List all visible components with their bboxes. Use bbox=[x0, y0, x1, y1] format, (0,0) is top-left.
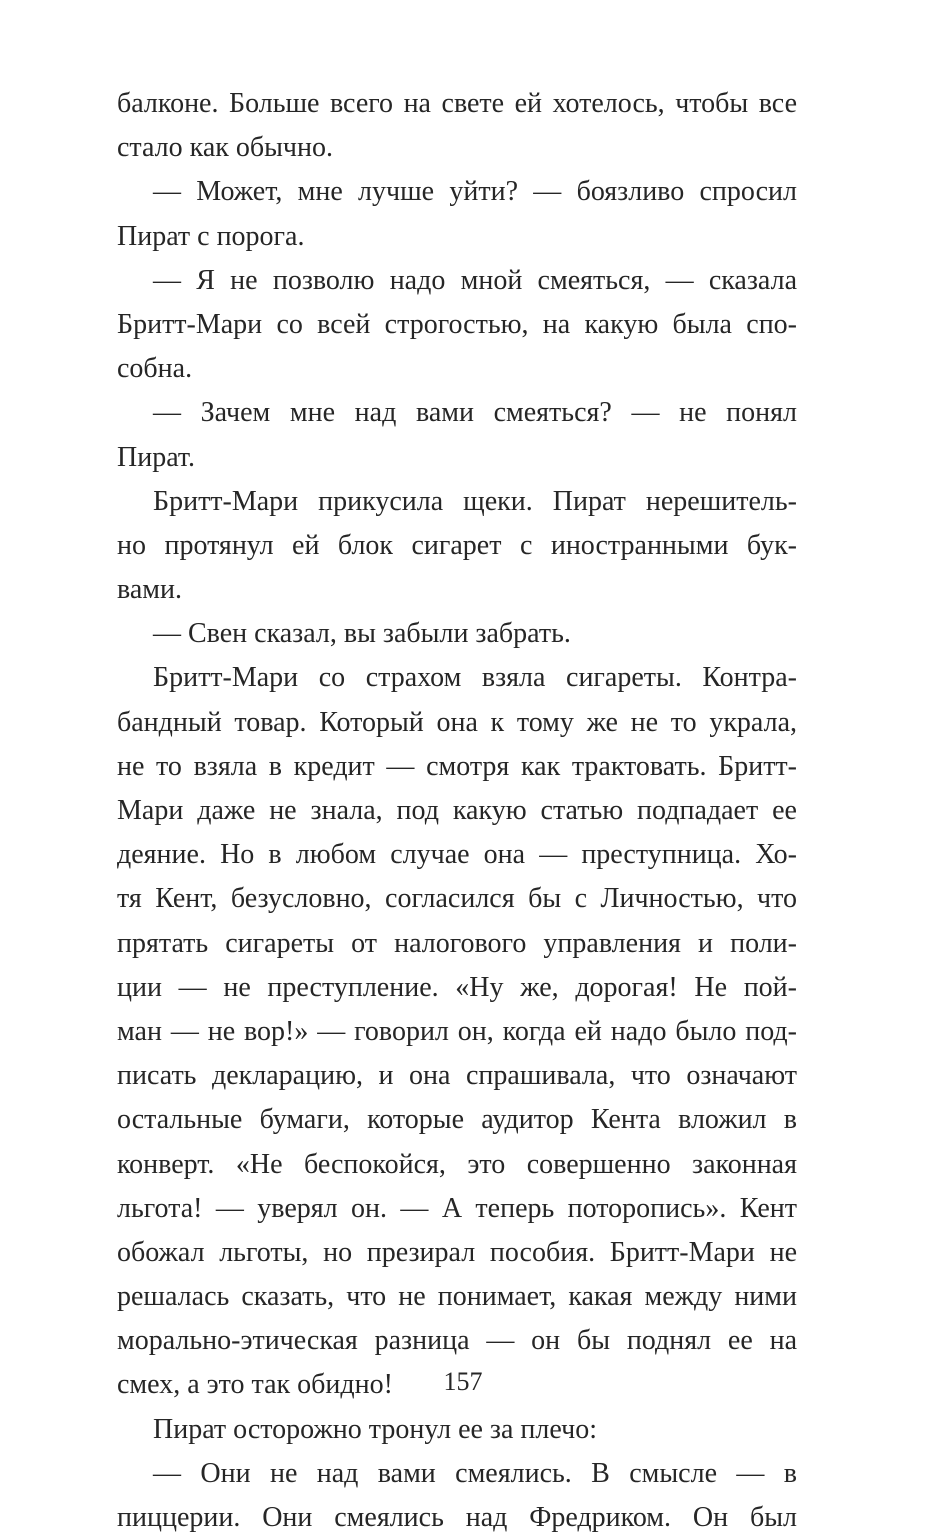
text-line: Пират. bbox=[117, 441, 196, 473]
text-line: Бритт-Мари со всей строгостью, на какую была спо- bbox=[117, 308, 797, 340]
text-line: собна. bbox=[117, 353, 193, 385]
text-line: деяние. Но в любом случае она — преступница. Хо- bbox=[117, 839, 797, 871]
text-line: конверт. «Не беспокойся, это совершенно законная bbox=[117, 1148, 797, 1180]
text-line: — Они не над вами смеялись. В смысле — в bbox=[153, 1457, 797, 1489]
text-line: обожал льготы, но презирал пособия. Бритт-Мари не bbox=[117, 1236, 797, 1268]
text-line: Бритт-Мари со страхом взяла сигареты. Контра- bbox=[153, 662, 797, 694]
text-line: остальные бумаги, которые аудитор Кента вложил в bbox=[117, 1104, 797, 1136]
text-line: но протянул ей блок сигарет с иностранными бук- bbox=[117, 529, 797, 561]
text-line: балконе. Больше всего на свете ей хотелось, чтобы все bbox=[117, 88, 797, 119]
text-line: — Свен сказал, вы забыли забрать. bbox=[153, 618, 571, 650]
text-line: льгота! — уверял он. — А теперь поторопись». Кент bbox=[117, 1192, 797, 1224]
text-line: смех, а это так обидно! bbox=[117, 1369, 393, 1401]
text-line: вами. bbox=[117, 574, 182, 606]
text-line: морально-этическая разница — он бы поднял ее на bbox=[117, 1325, 797, 1357]
text-line: стало как обычно. bbox=[117, 132, 333, 164]
text-line: тя Кент, безусловно, согласился бы с Личностью, что bbox=[117, 883, 797, 915]
text-line: Пират осторожно тронул ее за плечо: bbox=[153, 1413, 597, 1445]
text-line: — Зачем мне над вами смеяться? — не понял bbox=[153, 397, 797, 429]
text-line: ман — не вор!» — говорил он, когда ей надо было под- bbox=[117, 1015, 797, 1047]
text-line: прятать сигареты от налогового управления и поли- bbox=[117, 927, 797, 959]
text-line: бандный товар. Который она к тому же не то украла, bbox=[117, 706, 797, 738]
text-line: — Может, мне лучше уйти? — боязливо спросил bbox=[153, 176, 797, 208]
text-line: Мари даже не знала, под какую статью подпадает ее bbox=[117, 795, 797, 826]
text-line: Бритт-Мари прикусила щеки. Пират нерешитель- bbox=[153, 485, 797, 517]
text-line: ции — не преступление. «Ну же, дорогая! Не пой- bbox=[117, 971, 797, 1003]
page-number: 157 bbox=[443, 1367, 483, 1396]
text-line: решалась сказать, что не понимает, какая между ними bbox=[117, 1281, 797, 1313]
text-line: не то взяла в кредит — смотря как трактовать. Бритт- bbox=[117, 750, 797, 782]
text-line: писать декларацию, и она спрашивала, что означают bbox=[117, 1060, 797, 1092]
page-text bbox=[117, 82, 797, 1540]
text-line: пиццерии. Они смеялись над Фредриком. Он был bbox=[117, 1502, 797, 1533]
text-line: Пират с порога. bbox=[117, 220, 305, 252]
text-line: — Я не позволю надо мной смеяться, — сказала bbox=[153, 264, 797, 296]
